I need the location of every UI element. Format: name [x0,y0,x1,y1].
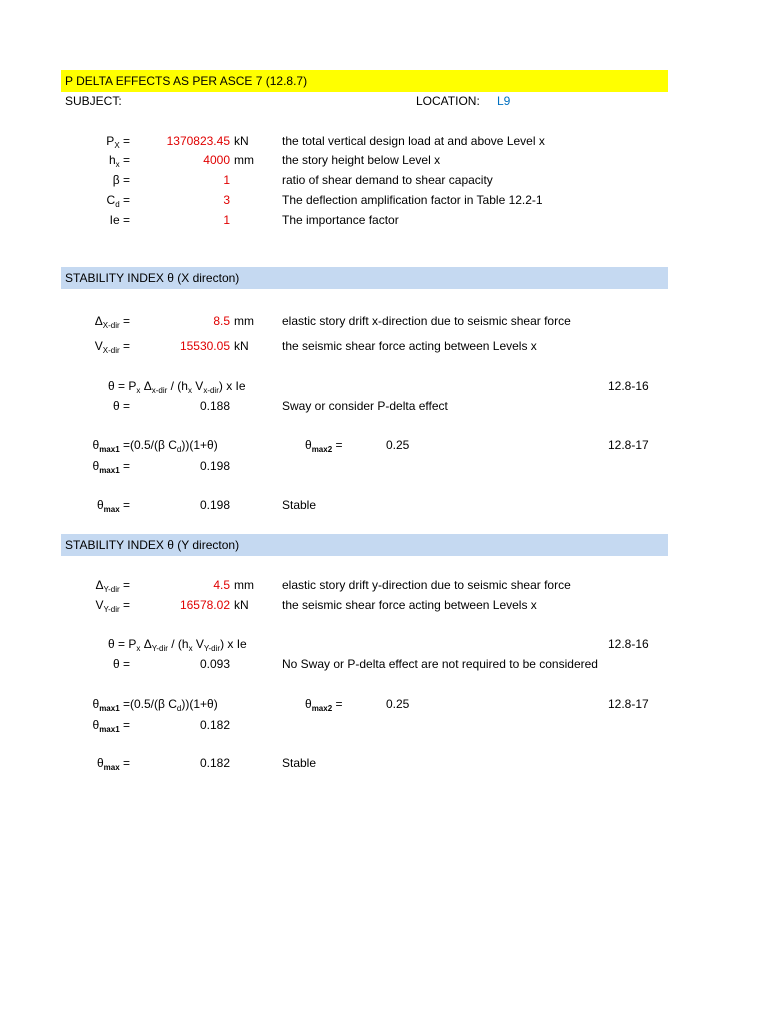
y-thetamax1-formula-label: $\theta_{max1}$ = [92,697,130,713]
y-stability-result: Stable [282,756,317,770]
y-delta-value: 4.5 [213,578,230,592]
x-theta-label: θ = [112,399,130,413]
beta-description: ratio of shear demand to shear capacity [282,173,493,187]
y-shear-label: $V_{Y-dir}$ = [95,598,130,614]
x-shear-label: $V_{X-dir}$ = [94,339,130,355]
x-thetamax1-formula-label: $\theta_{max1}$ = [92,438,130,454]
y-shear-value: 16578.02 [179,598,230,612]
y-theta-reference: 12.8-16 [608,637,649,651]
hx-value: 4000 [203,153,230,167]
y-thetamax1-value: 0.182 [199,718,230,732]
x-delta-unit: mm [234,314,254,328]
cd-value: 3 [223,193,230,207]
px-unit: kN [234,134,249,148]
beta-value: 1 [223,173,230,187]
y-thetamax2-label: $\theta_{max2}$ = [305,697,343,713]
px-label: $P_X$ = [106,134,130,150]
beta-label: β = [112,173,130,187]
ie-value: 1 [223,213,230,227]
y-theta-formula: $\theta = P_x$ $\Delta_{Y-dir} / (h_x$ $V_{Y-dir}$) x Ie [108,637,247,653]
x-thetamax-label: $\theta_{max}$ = [96,498,130,514]
y-thetamax1-formula: (0.5/(β $C_d))(1+\theta)$ [130,697,218,713]
y-delta-label: $\Delta_{Y-dir}$ = [95,578,130,594]
x-theta-formula: $\theta = P_x$ $\Delta_{x-dir} / (h_x$ $V_{x-dir}$) x Ie [108,379,246,395]
px-value: 1370823.45 [166,134,230,148]
y-thetamax-label: $\theta_{max}$ = [96,756,130,772]
y-shear-unit: kN [234,598,249,612]
x-section-heading: STABILITY INDEX θ (X directon) [65,271,240,285]
x-theta-value: 0.188 [199,399,230,413]
y-theta-label: θ = [112,657,130,671]
x-delta-value: 8.5 [213,314,230,328]
hx-unit: mm [234,153,254,167]
x-thetamax2-label: $\theta_{max2}$ = [305,438,343,454]
y-theta-value: 0.093 [199,657,230,671]
hx-label: $h_x$ = [108,153,130,169]
ie-description: The importance factor [282,213,399,227]
y-thetamax1-reference: 12.8-17 [608,697,649,711]
y-delta-description: elastic story drift y-direction due to seismic shear force [282,578,571,592]
x-thetamax1-formula: (0.5/(β $C_d))(1+\theta)$ [130,438,218,454]
page-title: P DELTA EFFECTS AS PER ASCE 7 (12.8.7) [65,74,308,88]
x-thetamax1-value: 0.198 [199,459,230,473]
y-thetamax1-label: $\theta_{max1}$ = [92,718,130,734]
x-delta-description: elastic story drift x-direction due to seismic shear force [282,314,571,328]
x-theta-reference: 12.8-16 [608,379,649,393]
x-shear-description: the seismic shear force acting between Levels x [282,339,537,353]
ie-label: Ie = [109,213,130,227]
y-delta-unit: mm [234,578,254,592]
x-delta-label: $\Delta_{X-dir}$ = [94,314,130,330]
y-thetamax-value: 0.182 [199,756,230,770]
x-thetamax1-reference: 12.8-17 [608,438,649,452]
x-shear-value: 15530.05 [179,339,230,353]
x-thetamax2-value: 0.25 [386,438,410,452]
y-shear-description: the seismic shear force acting between Levels x [282,598,537,612]
x-shear-unit: kN [234,339,249,353]
y-thetamax2-value: 0.25 [386,697,410,711]
location-value: L9 [497,94,511,108]
x-thetamax1-label: $\theta_{max1}$ = [92,459,130,475]
y-theta-note: No Sway or P-delta effect are not required to be considered [282,657,598,671]
x-stability-result: Stable [282,498,317,512]
location-label: LOCATION: [416,94,480,108]
cd-label: $C_d$ = [106,193,130,209]
x-thetamax-value: 0.198 [199,498,230,512]
subject-label: SUBJECT: [65,94,122,108]
y-section-heading: STABILITY INDEX θ (Y directon) [65,538,240,552]
px-description: the total vertical design load at and above Level x [282,134,545,148]
x-theta-note: Sway or consider P-delta effect [282,399,448,413]
hx-description: the story height below Level x [282,153,441,167]
cd-description: The deflection amplification factor in Table 12.2-1 [282,193,543,207]
